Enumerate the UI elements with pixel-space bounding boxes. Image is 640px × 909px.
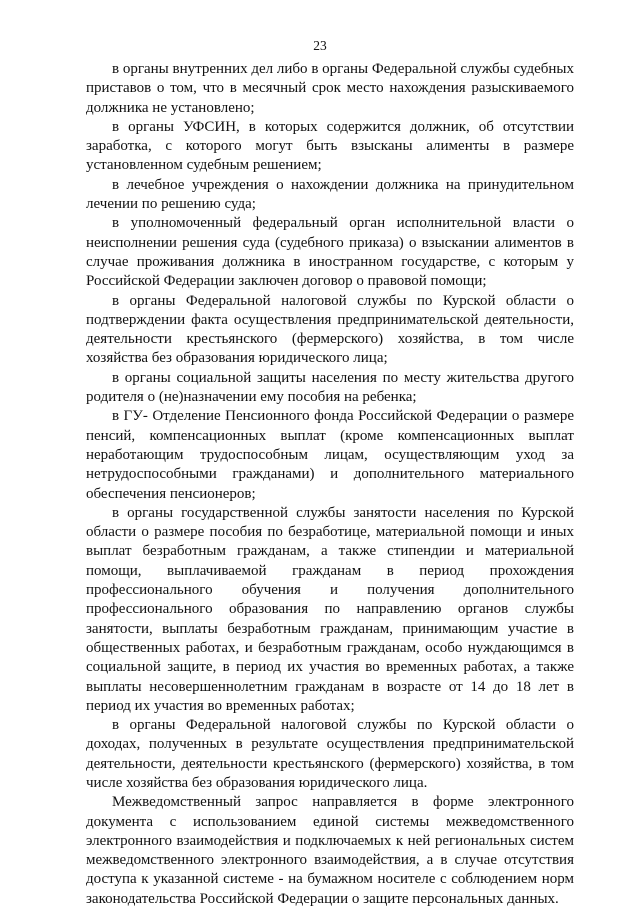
paragraph-4: в уполномоченный федеральный орган исполнительной власти о неисполнении решения суда (судебного приказа) о взыскании алиментов в случае проживания должника в иностранном государстве, с которым у Российской Федерации заключен договор о правовой помощи; [86, 215, 574, 290]
paragraph-6: в органы социальной защиты населения по месту жительства другого родителя о (не)назначении ему пособия на ребенка; [86, 369, 574, 406]
paragraph-10: Межведомственный запрос направляется в форме электронного документа с использованием единой системы межведомственного электронного взаимодействия и подключаемых к ней региональных систем межведомственного электронного взаимодействия, а в случае отсутствия доступа к указанной системе - на бумажном носителе с соблюдением норм законодательства Российской Федерации о защите персональных данных. [86, 794, 574, 907]
paragraph-5: в органы Федеральной налоговой службы по Курской области о подтверждении факта осуществления предпринимательской деятельности, деятельности крестьянского (фермерского) хозяйства, в том числе хозяйства без образования юридического лица; [86, 292, 574, 367]
page-number: 23 [313, 38, 327, 53]
paragraph-1: в органы внутренних дел либо в органы Федеральной службы судебных приставов о том, что в месячный срок место нахождения разыскиваемого должника не установлено; [86, 61, 574, 116]
paragraph-3: в лечебное учреждения о нахождении должника на принудительном лечении по решению суда; [86, 176, 574, 213]
paragraph-7: в ГУ- Отделение Пенсионного фонда Российской Федерации о размере пенсий, компенсационных выплат (кроме компенсационных выплат неработающим трудоспособным лицам, осуществляющим уход за нетрудоспособными гражданами) и дополнительного материального обеспечения пенсионеров; [86, 408, 574, 502]
paragraph-9: в органы Федеральной налоговой службы по Курской области о доходах, полученных в результате осуществления предпринимательской деятельности, деятельности крестьянского (фермерского) хозяйства, в том числе хозяйства без образования юридического лица. [86, 717, 574, 791]
document-body [86, 60, 574, 909]
paragraph-2: в органы УФСИН, в которых содержится должник, об отсутствии заработка, с которого могут быть взысканы алименты в размере установленном судебным решением; [86, 118, 574, 174]
paragraph-8: в органы государственной службы занятости населения по Курской области о размере пособия по безработице, материальной помощи и иных выплат безработным гражданам, а также стипендии и материальной помощи, выплачиваемой гражданам в период прохождения профессионального обучения и получения дополнительного профессионального образования по направлению органов службы занятости, выплаты безработным гражданам, принимающим участие в общественных работах, и безработным гражданам, особо нуждающимся в социальной защите, в период их участия во временных работах, а также выплаты несовершеннолетним гражданам в возрасте от 14 до 18 лет в период их участия во временных работах; [86, 504, 574, 714]
